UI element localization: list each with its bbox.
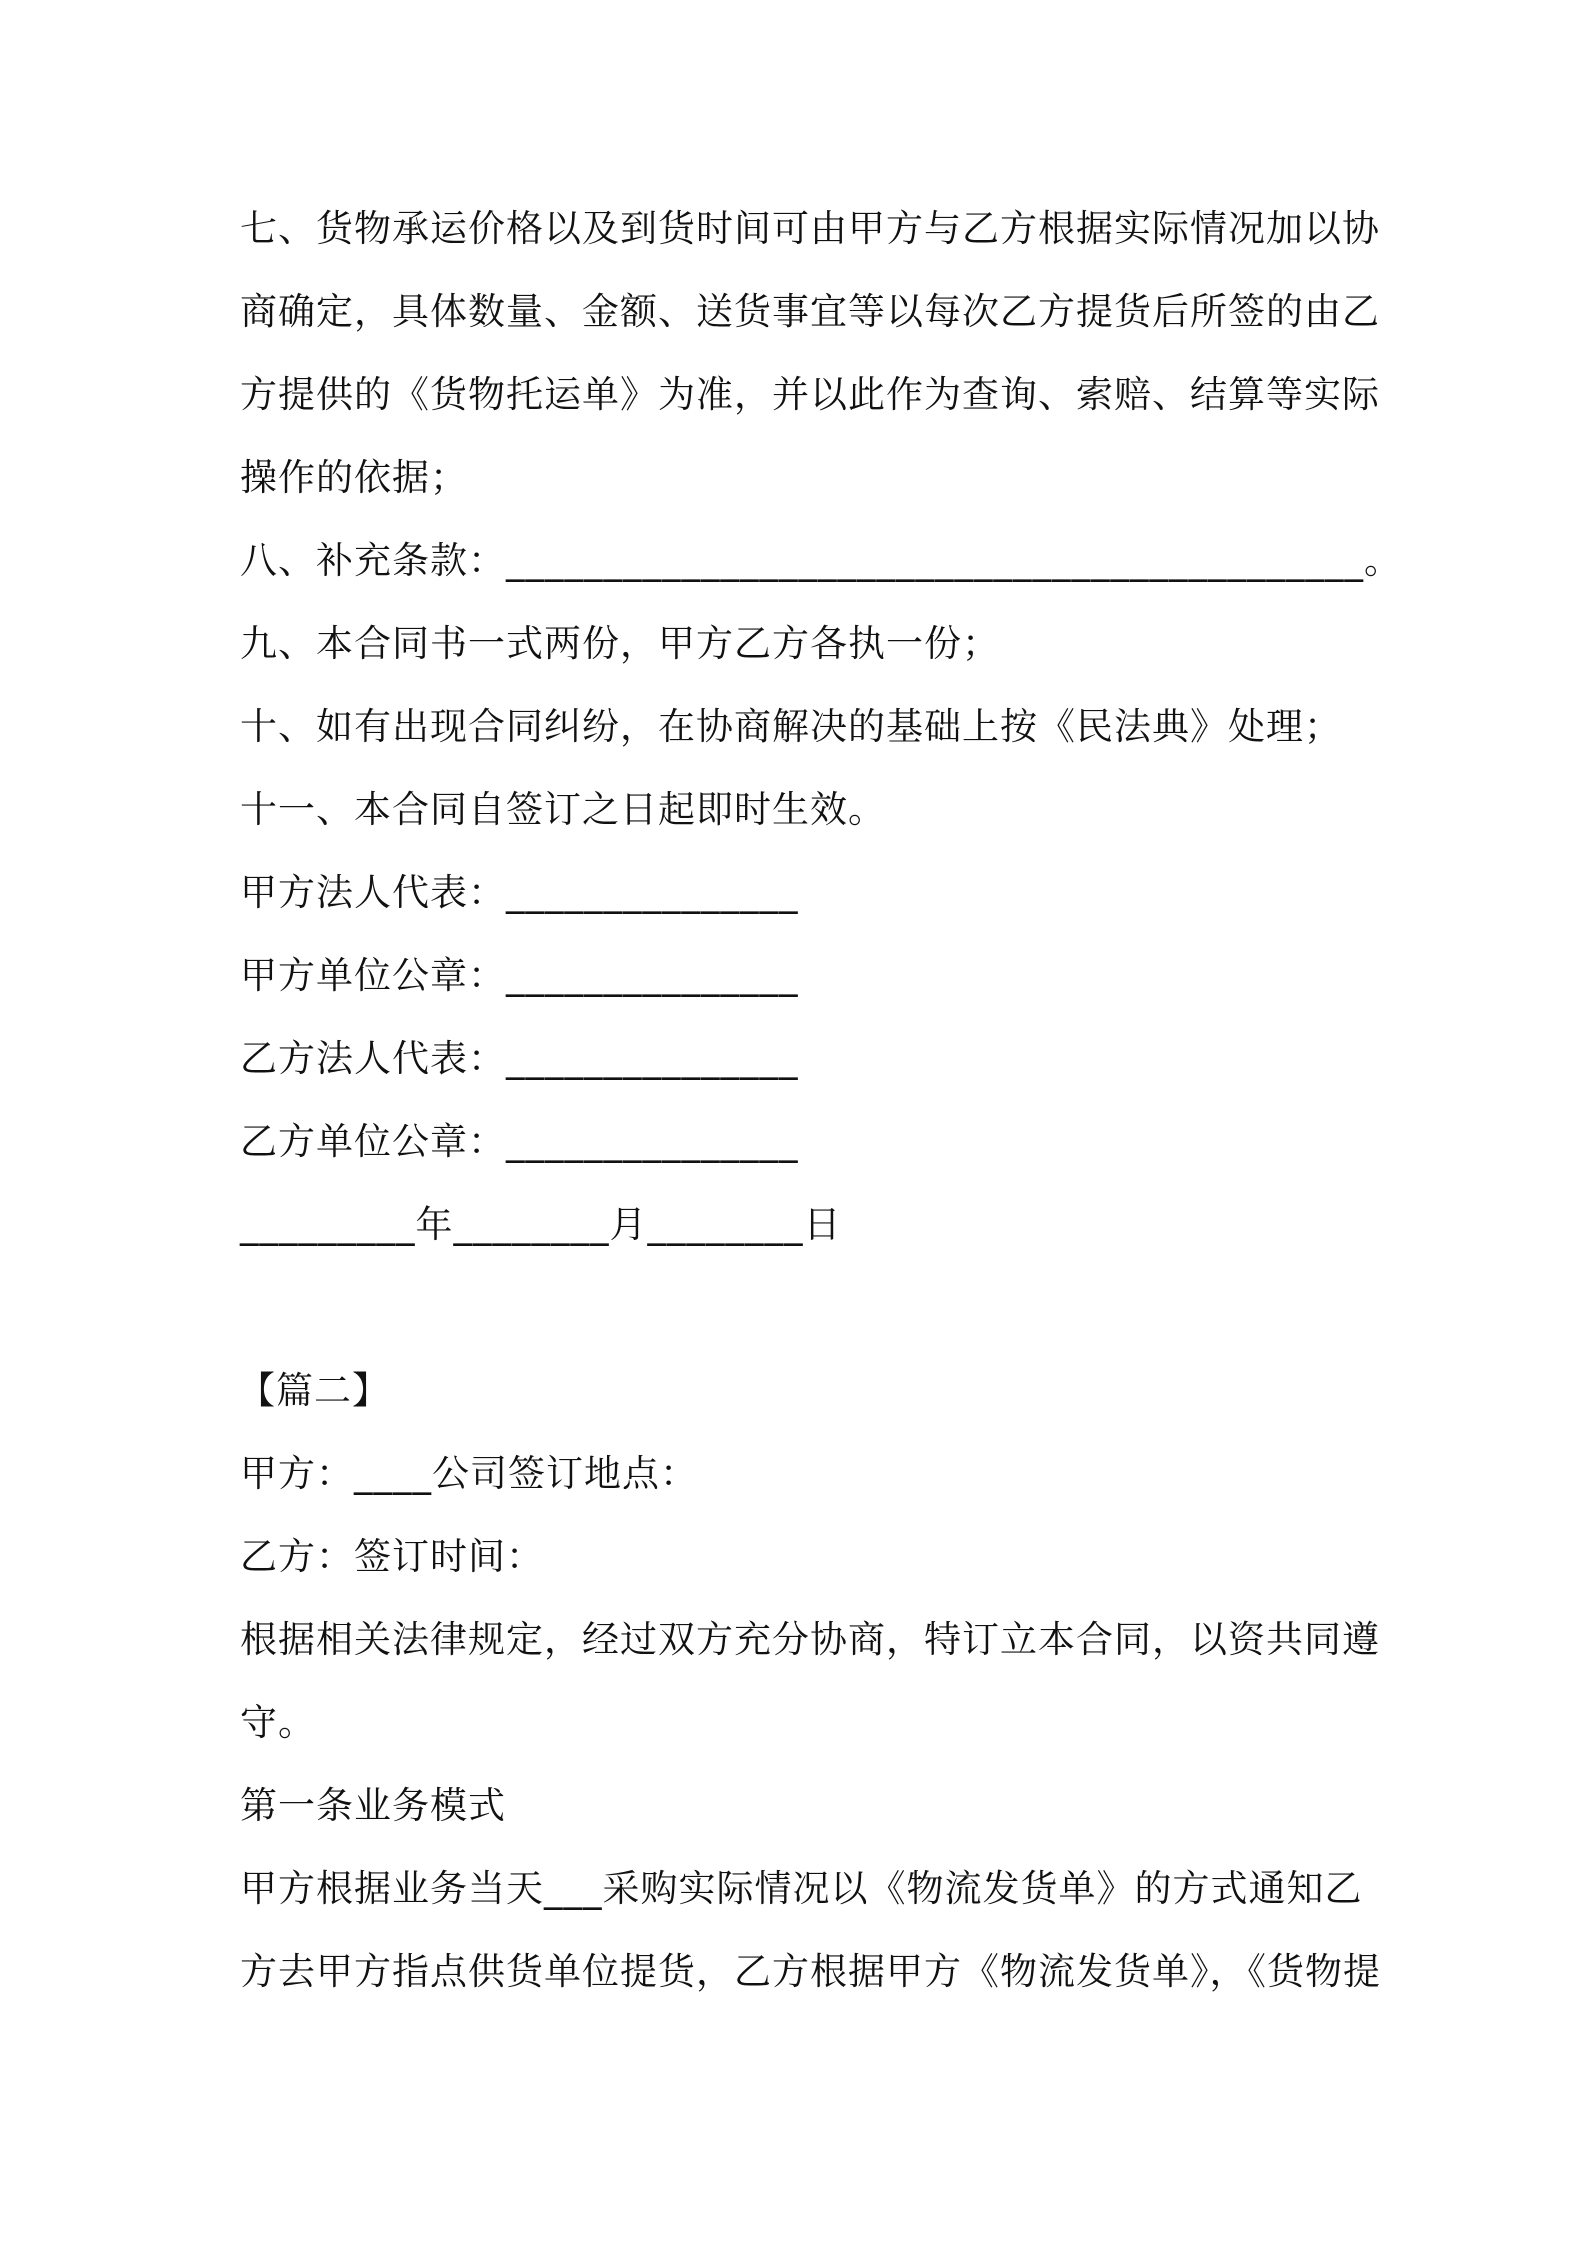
clause-7-line-4: 操作的依据； bbox=[240, 456, 468, 499]
party-a-legal-rep-signature: 甲方法人代表：_______________ bbox=[240, 871, 799, 914]
article-1-line-2: 方去甲方指点供货单位提货，乙方根据甲方《物流发货单》，《货物提 bbox=[240, 1950, 1381, 1993]
clause-7-line-2: 商确定，具体数量、金额、送货事宜等以每次乙方提货后所签的由乙 bbox=[240, 290, 1380, 333]
party-b-legal-rep-signature: 乙方法人代表：_______________ bbox=[240, 1037, 799, 1080]
clause-11-effective: 十一、本合同自签订之日起即时生效。 bbox=[240, 788, 886, 831]
party-a-line: 甲方：____公司签订地点： bbox=[240, 1452, 698, 1495]
party-b-seal-signature: 乙方单位公章：_______________ bbox=[240, 1120, 799, 1163]
clause-10-disputes: 十、如有出现合同纠纷，在协商解决的基础上按《民法典》处理； bbox=[240, 705, 1342, 748]
preamble-line-1: 根据相关法律规定，经过双方充分协商，特订立本合同，以资共同遵 bbox=[240, 1618, 1380, 1661]
article-1-title: 第一条业务模式 bbox=[240, 1784, 506, 1827]
clause-7-line-1: 七、货物承运价格以及到货时间可由甲方与乙方根据实际情况加以协 bbox=[240, 207, 1380, 250]
party-a-seal-signature: 甲方单位公章：_______________ bbox=[240, 954, 799, 997]
article-1-line-1: 甲方根据业务当天___采购实际情况以《物流发货单》的方式通知乙 bbox=[240, 1867, 1363, 1910]
clause-7-line-3: 方提供的《货物托运单》为准，并以此作为查询、索赔、结算等实际 bbox=[240, 373, 1380, 416]
party-b-line: 乙方：签订时间： bbox=[240, 1535, 544, 1578]
section-heading-part-two: 【篇二】 bbox=[238, 1369, 390, 1412]
clause-8-supplementary: 八、补充条款：____________________________________________。 bbox=[240, 539, 1402, 582]
date-line: _________年________月________日 bbox=[240, 1203, 842, 1246]
clause-9-copies: 九、本合同书一式两份，甲方乙方各执一份； bbox=[240, 622, 1000, 665]
preamble-line-2: 守。 bbox=[240, 1701, 316, 1744]
